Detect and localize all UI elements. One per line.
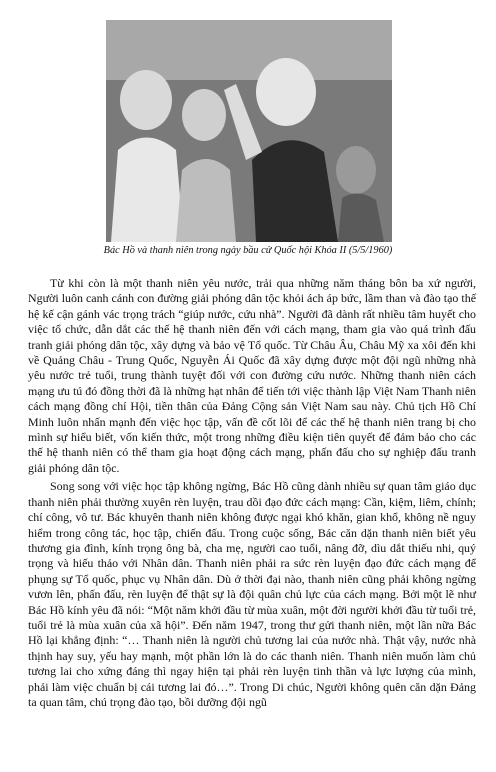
photo-caption: Bác Hồ và thanh niên trong ngày bầu cử Quốc hội Khóa II (5/5/1960) — [103, 245, 393, 256]
historical-photo — [106, 20, 392, 242]
historical-photo-icon — [106, 20, 392, 242]
article-paragraph: Từ khi còn là một thanh niên yêu nước, trải qua những năm tháng bôn ba xứ người, Người luôn canh cánh con đường giải phóng dân tộc khỏi ách áp bức, lầm than và đào tạo thế hệ kế cận gánh vác trọng trách “giúp nước, cứu nhà”. Người đã dành rất nhiều tâm huyết cho việc tổ chức, dẫn dắt các thế hệ thanh niên đến với cách mạng, tham gia vào quá trình đấu tranh giải phóng dân tộc, xây dựng và bảo vệ Tổ quốc. Từ Châu Âu, Châu Mỹ xa xôi đến khi về Quảng Châu - Trung Quốc, Nguyễn Ái Quốc đã xây dựng được một đội ngũ những nhà yêu nước trẻ tuổi, trung thành tuyệt đối với con đường cứu nước. Những thanh niên cách mạng ưu tú đó đồng thời đã là những hạt nhân để tiến tới việc thành lập Việt Nam Thanh niên cách mạng đồng chí Hội, tiền thân của Đảng Cộng sản Việt Nam sau này. Chủ tịch Hồ Chí Minh luôn nhấn mạnh đến việc học tập, vấn đề cốt lõi để các thế hệ thanh niên trang bị cho mình sự hiểu biết, vốn kiến thức, một trong những điều kiện tiên quyết để đảm bảo cho các thế hệ thanh niên có thể tham gia hoạt động cách mạng, phấn đấu cho sự nghiệp đấu tranh giải phóng dân tộc. — [28, 276, 476, 475]
article-paragraph: Song song với việc học tập không ngừng, Bác Hồ cũng dành nhiều sự quan tâm giáo dục thanh niên phải thường xuyên rèn luyện, trau dồi đạo đức cách mạng: Cần, kiệm, liêm, chính; chí công, vô tư. Bác khuyên thanh niên không được ngại khó khăn, gian khổ, không nề nguy hiểm trong công tác, học tập, chiến đấu. Trong cuộc sống, Bác căn dặn thanh niên biết yêu thương gia đình, kính trọng ông bà, cha mẹ, người cao tuổi, nâng đỡ, dìu dắt thiếu nhi, quý trọng và hiếu thảo với Nhân dân. Thanh niên phải ra sức rèn luyện đạo đức cách mạng để phụng sự Tổ quốc, phục vụ Nhân dân. Dù ở thời đại nào, thanh niên cũng phải không ngừng vươn lên, phấn đấu, rèn luyện để thật sự là đội quân chủ lực của cách mạng. Bởi một lẽ như Bác Hồ kính yêu đã nói: “Một năm khởi đầu từ mùa xuân, một đời người khởi đầu từ tuổi trẻ, tuổi trẻ là mùa xuân của xã hội”. Đến năm 1947, trong thư gửi thanh niên, một lần nữa Bác Hồ lại khẳng định: “… Thanh niên là người chủ tương lai của nước nhà. Thật vậy, nước nhà thịnh hay suy, yếu hay mạnh, một phần lớn là do các thanh niên. Thanh niên muốn làm chủ tương lai cho xứng đáng thì ngay hiện tại phải rèn luyện tinh thần và lực lượng của mình, phải làm việc chuẩn bị cái tương lai đó…”. Trong Di chúc, Người không quên căn dặn Đảng ta quan tâm, chú trọng đào tạo, bồi dưỡng đội ngũ — [28, 479, 476, 709]
article-body — [28, 276, 476, 710]
